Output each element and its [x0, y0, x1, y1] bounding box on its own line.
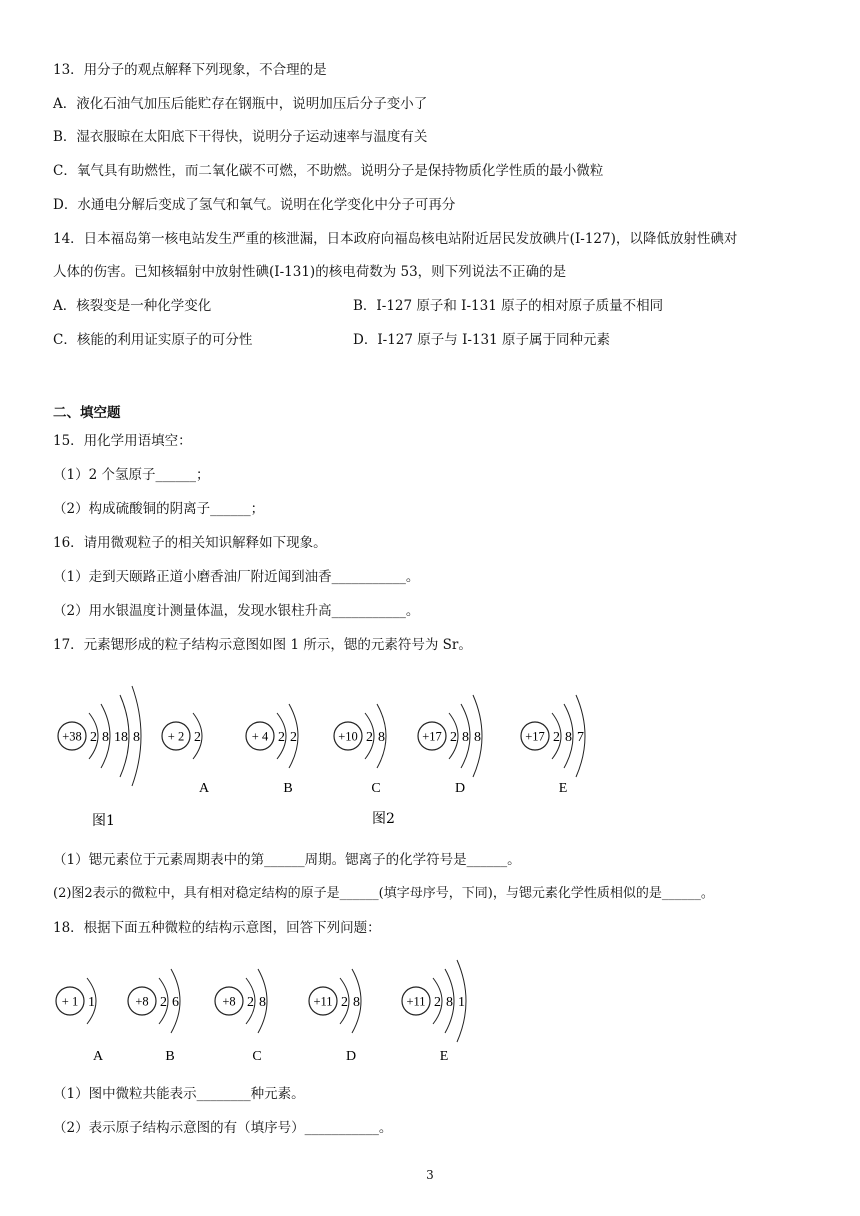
shell-electron-count: 2	[160, 995, 167, 1010]
shell-electron-count: 6	[172, 995, 179, 1010]
fig2-caption: 图2	[372, 811, 395, 827]
shell-electron-count: 2	[290, 730, 297, 745]
q13-option-d: D．水通电分解后变成了氢气和氧气。说明在化学变化中分子可再分	[53, 197, 456, 213]
shell-electron-count: 8	[446, 995, 453, 1010]
q16-part1: （1）走到天颐路正道小磨香油厂附近闻到油香___________。	[53, 569, 420, 585]
q18-part1: （1）图中微粒共能表示________种元素。	[53, 1086, 305, 1102]
atom-diagram	[521, 695, 585, 796]
atom-diagram	[162, 713, 210, 796]
fig1-caption: 图1	[92, 813, 115, 829]
q15-stem: 15．用化学用语填空：	[53, 433, 192, 449]
shell-electron-count: 8	[353, 995, 360, 1010]
shell-electron-count: 2	[90, 730, 97, 745]
nucleus-charge: +11	[406, 994, 426, 1009]
shell-electron-count: 8	[565, 730, 572, 745]
shell-electron-count: 2	[366, 730, 373, 745]
atom-diagram	[128, 969, 180, 1064]
shell-electron-count: 8	[378, 730, 385, 745]
diagram-label: E	[558, 781, 568, 796]
q13-stem: 13．用分子的观点解释下列现象，不合理的是	[53, 62, 327, 78]
nucleus-charge: +11	[313, 994, 333, 1009]
nucleus-charge: +10	[338, 729, 358, 744]
section-heading: 二、填空题	[53, 405, 121, 421]
nucleus-charge: +38	[62, 729, 82, 744]
shell-electron-count: 1	[88, 995, 95, 1010]
q15-part1: （1）2 个氢原子______；	[53, 467, 210, 483]
diagram-label: C	[252, 1049, 262, 1064]
shell-electron-count: 2	[434, 995, 441, 1010]
atom-diagram	[402, 960, 466, 1064]
q17-stem: 17．元素锶形成的粒子结构示意图如图 1 所示，锶的元素符号为 Sr。	[53, 637, 472, 653]
atom-diagram	[56, 978, 104, 1064]
q18-part2: （2）表示原子结构示意图的有（填序号）___________。	[53, 1120, 393, 1136]
shell-electron-count: 7	[577, 730, 584, 745]
diagram-label: B	[165, 1049, 175, 1064]
q14-option-c: C．核能的利用证实原子的可分性	[53, 332, 253, 348]
atom-diagram	[215, 969, 267, 1064]
q16-part2: （2）用水银温度计测量体温，发现水银柱升高___________。	[53, 603, 420, 619]
nucleus-charge: + 4	[251, 729, 269, 744]
shell-electron-count: 2	[341, 995, 348, 1010]
diagram-label: A	[92, 1049, 104, 1064]
shell-electron-count: 1	[458, 995, 465, 1010]
diagram-label: B	[283, 781, 293, 796]
shell-electron-count: 2	[247, 995, 254, 1010]
q18-stem: 18．根据下面五种微粒的结构示意图，回答下列问题：	[53, 920, 381, 936]
page-number: 3	[426, 1168, 434, 1182]
q14-option-b: B．I-127 原子和 I-131 原子的相对原子质量不相同	[353, 298, 664, 314]
q16-stem: 16．请用微观粒子的相关知识解释如下现象。	[53, 535, 327, 551]
atom-diagram	[58, 686, 141, 786]
q13-option-a: A．液化石油气加压后能贮存在钢瓶中，说明加压后分子变小了	[53, 96, 428, 112]
q13-option-b: B．湿衣服晾在太阳底下干得快，说明分子运动速率与温度有关	[53, 129, 428, 145]
atom-diagram	[334, 704, 386, 796]
shell-electron-count: 8	[462, 730, 469, 745]
nucleus-charge: +8	[222, 994, 236, 1009]
shell-electron-count: 8	[102, 730, 109, 745]
shell-electron-count: 2	[450, 730, 457, 745]
nucleus-charge: +8	[135, 994, 149, 1009]
nucleus-charge: + 1	[61, 994, 79, 1009]
atom-diagram	[309, 969, 361, 1064]
q13-option-c: C．氧气具有助燃性，而二氧化碳不可燃，不助燃。说明分子是保持物质化学性质的最小微粒	[53, 163, 604, 179]
diagram-label: C	[371, 781, 381, 796]
atom-diagram	[246, 704, 298, 796]
shell-electron-count: 2	[194, 730, 201, 745]
q17-part2: (2)图2表示的微粒中，具有相对稳定结构的原子是______(填字母序号，下同)，与锶元素化学性质相似的是______。	[53, 886, 714, 901]
shell-electron-count: 18	[114, 730, 128, 745]
diagram-label: E	[439, 1049, 449, 1064]
nucleus-charge: +17	[525, 729, 545, 744]
atom-diagram	[418, 695, 482, 796]
q17-structure-diagrams	[0, 670, 860, 840]
diagram-label: D	[454, 781, 466, 796]
q15-part2: （2）构成硫酸铜的阴离子______；	[53, 501, 265, 517]
q14-stem-line2: 人体的伤害。已知核辐射中放射性碘(I-131)的核电荷数为 53，则下列说法不正确的是	[53, 264, 567, 280]
shell-electron-count: 8	[474, 730, 481, 745]
q14-stem-line1: 14．日本福岛第一核电站发生严重的核泄漏，日本政府向福岛核电站附近居民发放碘片(I-127)，以降低放射性碘对	[53, 231, 738, 247]
q17-part1: （1）锶元素位于元素周期表中的第______周期。锶离子的化学符号是______。	[53, 852, 521, 868]
nucleus-charge: +17	[422, 729, 442, 744]
q14-option-d: D．I-127 原子与 I-131 原子属于同种元素	[353, 332, 611, 348]
q18-structure-diagrams	[0, 950, 860, 1070]
shell-electron-count: 2	[278, 730, 285, 745]
nucleus-charge: + 2	[167, 729, 185, 744]
shell-electron-count: 2	[553, 730, 560, 745]
q14-option-a: A．核裂变是一种化学变化	[53, 298, 212, 314]
diagram-label: A	[198, 781, 210, 796]
shell-electron-count: 8	[133, 730, 140, 745]
diagram-label: D	[345, 1049, 357, 1064]
shell-electron-count: 8	[259, 995, 266, 1010]
